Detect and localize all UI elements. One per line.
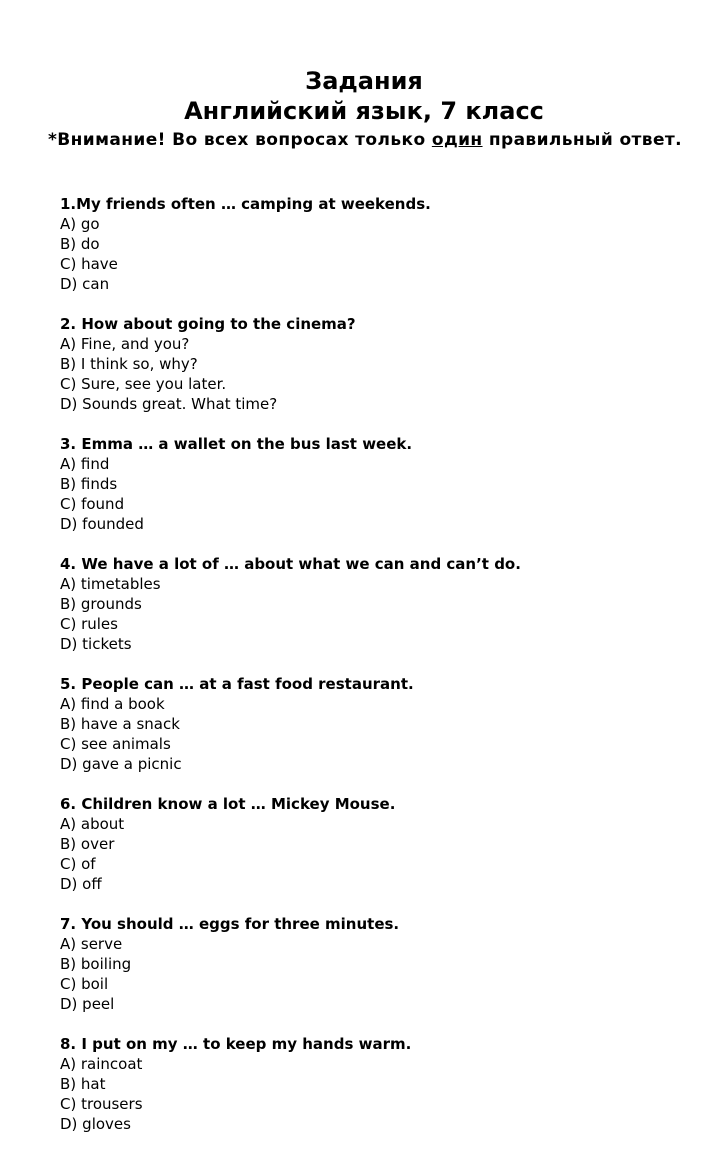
- question-4: [60, 554, 700, 654]
- question-5: [60, 674, 700, 774]
- question-text: 8. I put on my … to keep my hands warm.: [60, 1035, 412, 1053]
- question-7: [60, 914, 700, 1014]
- option-d: D) gloves: [60, 1115, 131, 1133]
- option-c: C) boil: [60, 975, 109, 993]
- question-list: [60, 194, 700, 1154]
- option-a: A) serve: [60, 935, 123, 953]
- option-c: C) see animals: [60, 735, 171, 753]
- option-a: A) about: [60, 815, 125, 833]
- option-d: D) Sounds great. What time?: [60, 395, 278, 413]
- notice-text-before: *Внимание! Во всех вопросах только: [47, 130, 432, 150]
- question-text: 3. Emma … a wallet on the bus last week.: [60, 435, 413, 453]
- question-text: 5. People can … at a fast food restaurant.: [60, 675, 414, 693]
- option-c: C) rules: [60, 615, 118, 633]
- option-c: C) trousers: [60, 1095, 143, 1113]
- option-d: D) founded: [60, 515, 144, 533]
- notice-text-after: правильный ответ.: [482, 130, 682, 150]
- question-text: 4. We have a lot of … about what we can and can’t do.: [60, 555, 521, 573]
- page-title: Задания: [305, 67, 423, 95]
- question-text: 2. How about going to the cinema?: [60, 315, 356, 333]
- option-c: C) have: [60, 255, 118, 273]
- option-d: D) peel: [60, 995, 115, 1013]
- option-a: A) Fine, and you?: [60, 335, 190, 353]
- option-b: B) over: [60, 835, 115, 853]
- option-d: D) off: [60, 875, 102, 893]
- option-a: A) find a book: [60, 695, 165, 713]
- option-c: C) found: [60, 495, 125, 513]
- option-c: C) of: [60, 855, 96, 873]
- question-6: [60, 794, 700, 894]
- option-d: D) can: [60, 275, 110, 293]
- document-header: [0, 66, 718, 152]
- option-b: B) have a snack: [60, 715, 180, 733]
- option-b: B) finds: [60, 475, 118, 493]
- option-a: A) go: [60, 215, 100, 233]
- option-a: A) timetables: [60, 575, 161, 593]
- option-c: C) Sure, see you later.: [60, 375, 227, 393]
- question-8: [60, 1034, 700, 1134]
- question-1: [60, 194, 700, 294]
- question-text: 6. Children know a lot … Mickey Mouse.: [60, 795, 396, 813]
- option-b: B) do: [60, 235, 100, 253]
- question-2: [60, 314, 700, 414]
- option-b: B) boiling: [60, 955, 132, 973]
- option-b: B) grounds: [60, 595, 142, 613]
- page-subtitle: Английский язык, 7 класс: [184, 97, 544, 125]
- option-d: D) tickets: [60, 635, 132, 653]
- question-text: 7. You should … eggs for three minutes.: [60, 915, 400, 933]
- option-b: B) I think so, why?: [60, 355, 198, 373]
- question-text: 1.My friends often … camping at weekends.: [60, 195, 431, 213]
- instructions-notice: [12, 128, 718, 152]
- option-a: A) find: [60, 455, 110, 473]
- option-b: B) hat: [60, 1075, 106, 1093]
- question-3: [60, 434, 700, 534]
- option-a: A) raincoat: [60, 1055, 143, 1073]
- notice-emphasis: один: [431, 130, 483, 150]
- option-d: D) gave a picnic: [60, 755, 182, 773]
